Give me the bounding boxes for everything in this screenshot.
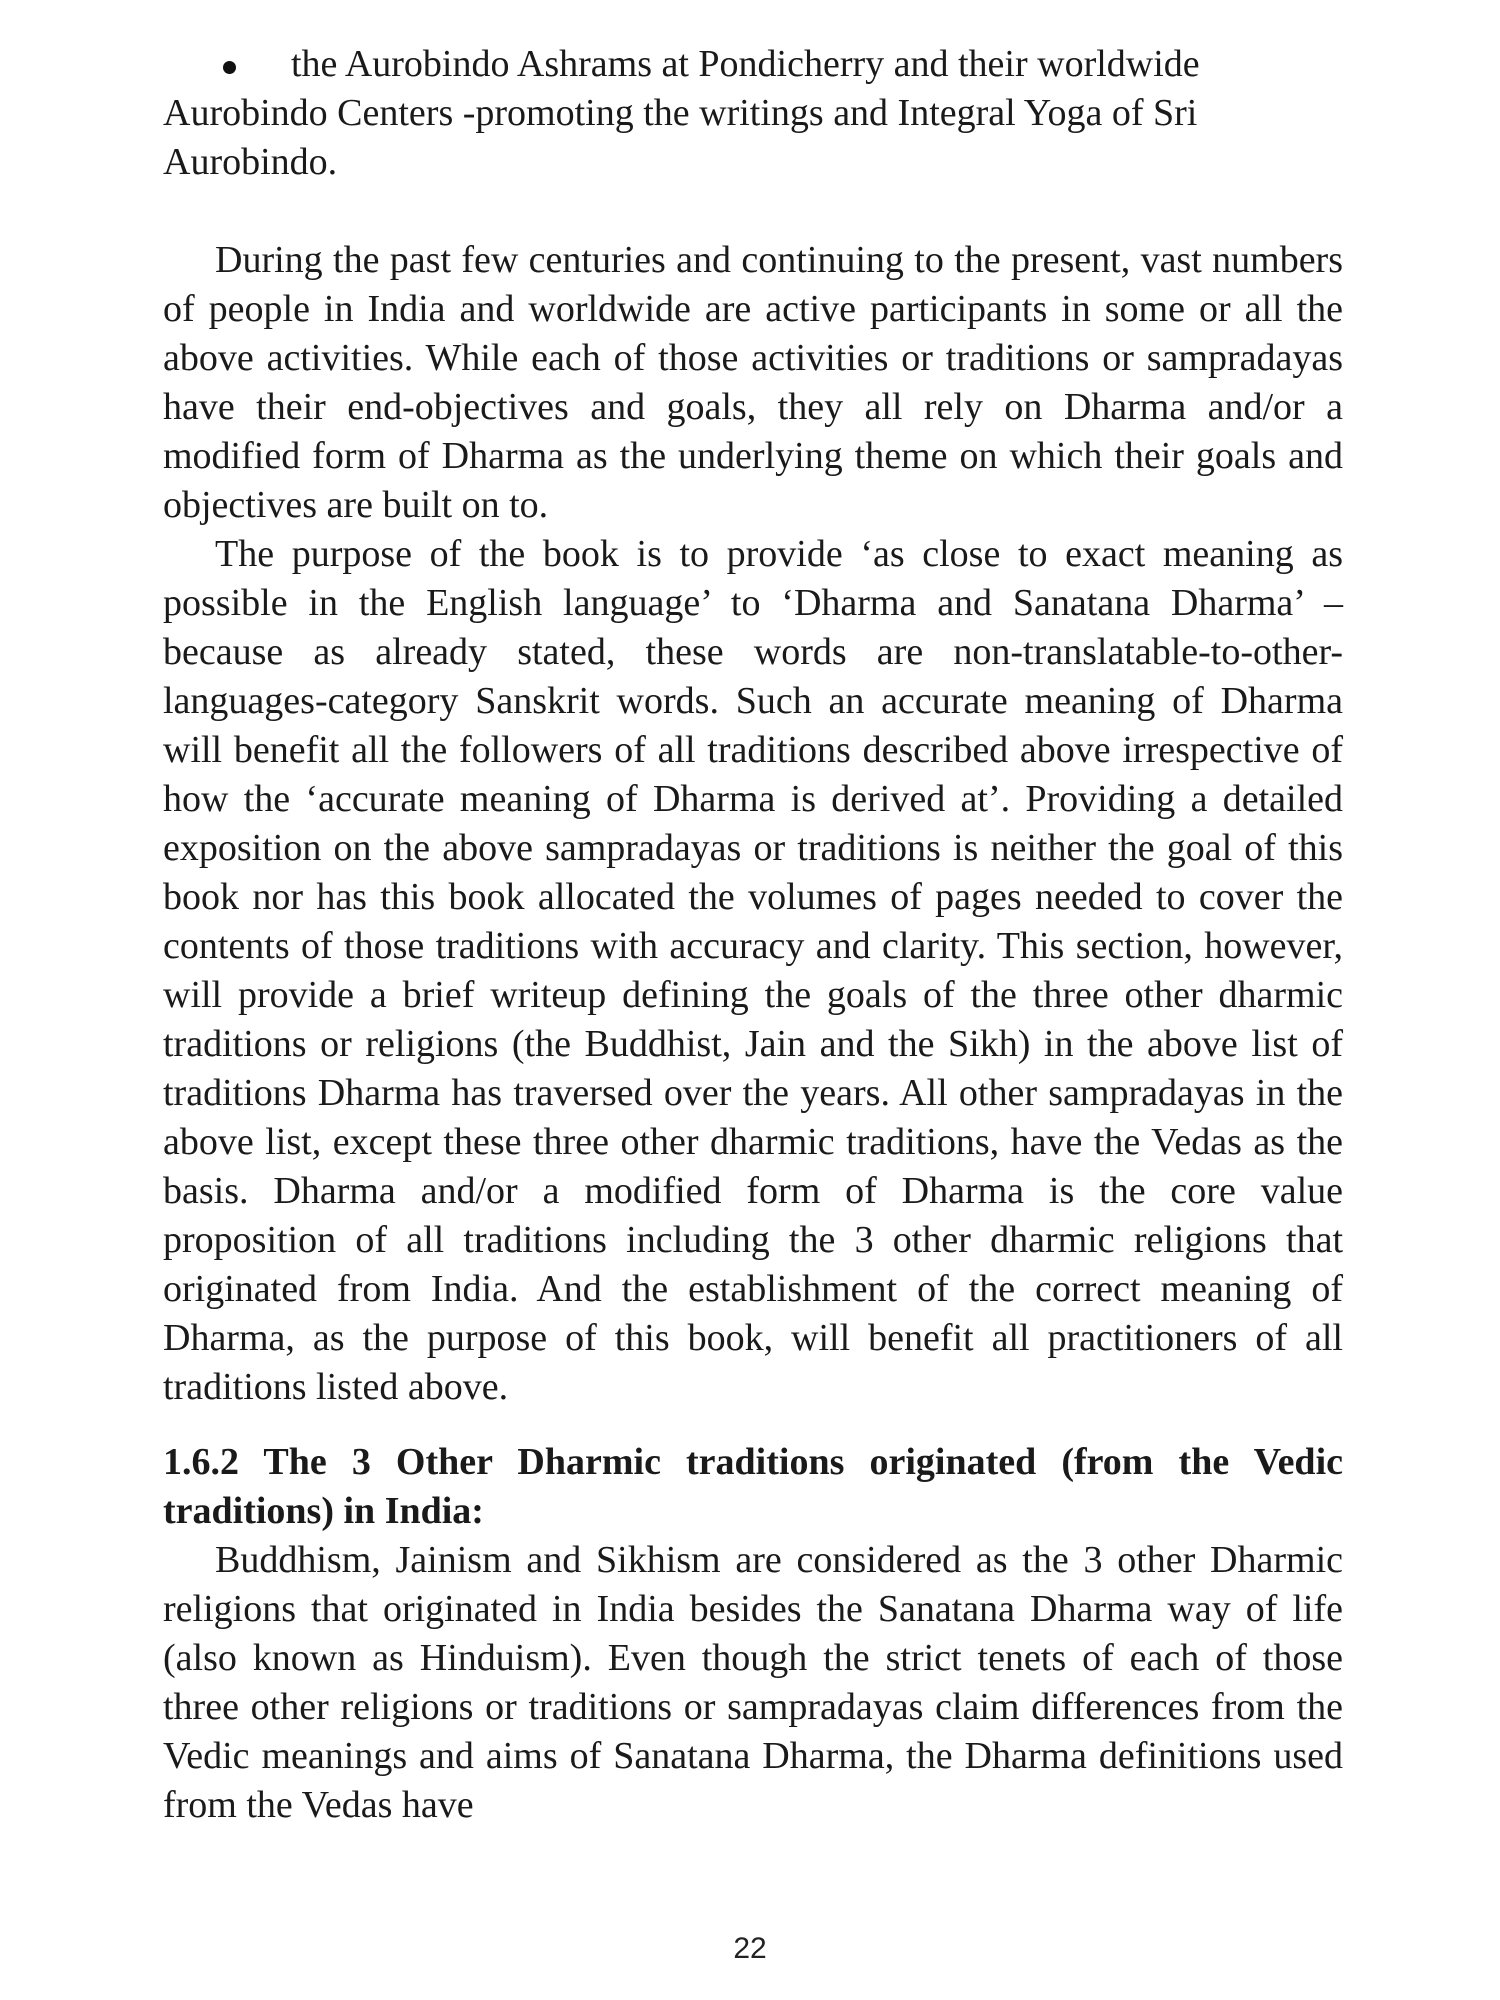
- paragraph-activities: During the past few centuries and continuing to the present, vast numbers of people in India and worldwide are active participants in some or all the above activities. While each of those activities or traditions or sampradayas have their end-objectives and goals, they all rely on Dharma and/or a modified form of Dharma as the underlying theme on which their goals and objectives are built on to.: [163, 239, 1343, 526]
- bullet-item: [163, 40, 1343, 187]
- spacer: [163, 1412, 1343, 1438]
- paragraph-section: Buddhism, Jainism and Sikhism are considered as the 3 other Dharmic religions that originated in India besides the Sanatana Dharma way of life (also known as Hinduism). Even though the strict tenets of each of those three other religions or traditions or sampradayas claim differences from the Vedic meanings and aims of Sanatana Dharma, the Dharma definitions used from the Vedas have: [163, 1539, 1343, 1826]
- page-body: [163, 40, 1343, 1830]
- spacer: [163, 187, 1343, 236]
- bullet-text: the Aurobindo Ashrams at Pondicherry and their worldwide Aurobindo Centers -promoting the writings and Integral Yoga of Sri Aurobindo.: [163, 43, 1200, 183]
- section-heading: 1.6.2 The 3 Other Dharmic traditions originated (from the Vedic traditions) in India:: [163, 1441, 1343, 1532]
- bullet-icon: [223, 61, 236, 74]
- page-number: 22: [733, 1932, 767, 1965]
- paragraph-purpose: The purpose of the book is to provide ‘as close to exact meaning as possible in the English language’ to ‘Dharma and Sanatana Dharma’ – because as already stated, these words are non-translatable-to-other-languages-category Sanskrit words. Such an accurate meaning of Dharma will benefit all the followers of all traditions described above irrespective of how the ‘accurate meaning of Dharma is derived at’. Providing a detailed exposition on the above sampradayas or traditions is neither the goal of this book nor has this book allocated the volumes of pages needed to cover the contents of those traditions with accuracy and clarity. This section, however, will provide a brief writeup defining the goals of the three other dharmic traditions or religions (the Buddhist, Jain and the Sikh) in the above list of traditions Dharma has traversed over the years. All other sampradayas in the above list, except these three other dharmic traditions, have the Vedas as the basis. Dharma and/or a modified form of Dharma is the core value proposition of all traditions including the 3 other dharmic religions that originated from India. And the establishment of the correct meaning of Dharma, as the purpose of this book, will benefit all practitioners of all traditions listed above.: [163, 533, 1343, 1408]
